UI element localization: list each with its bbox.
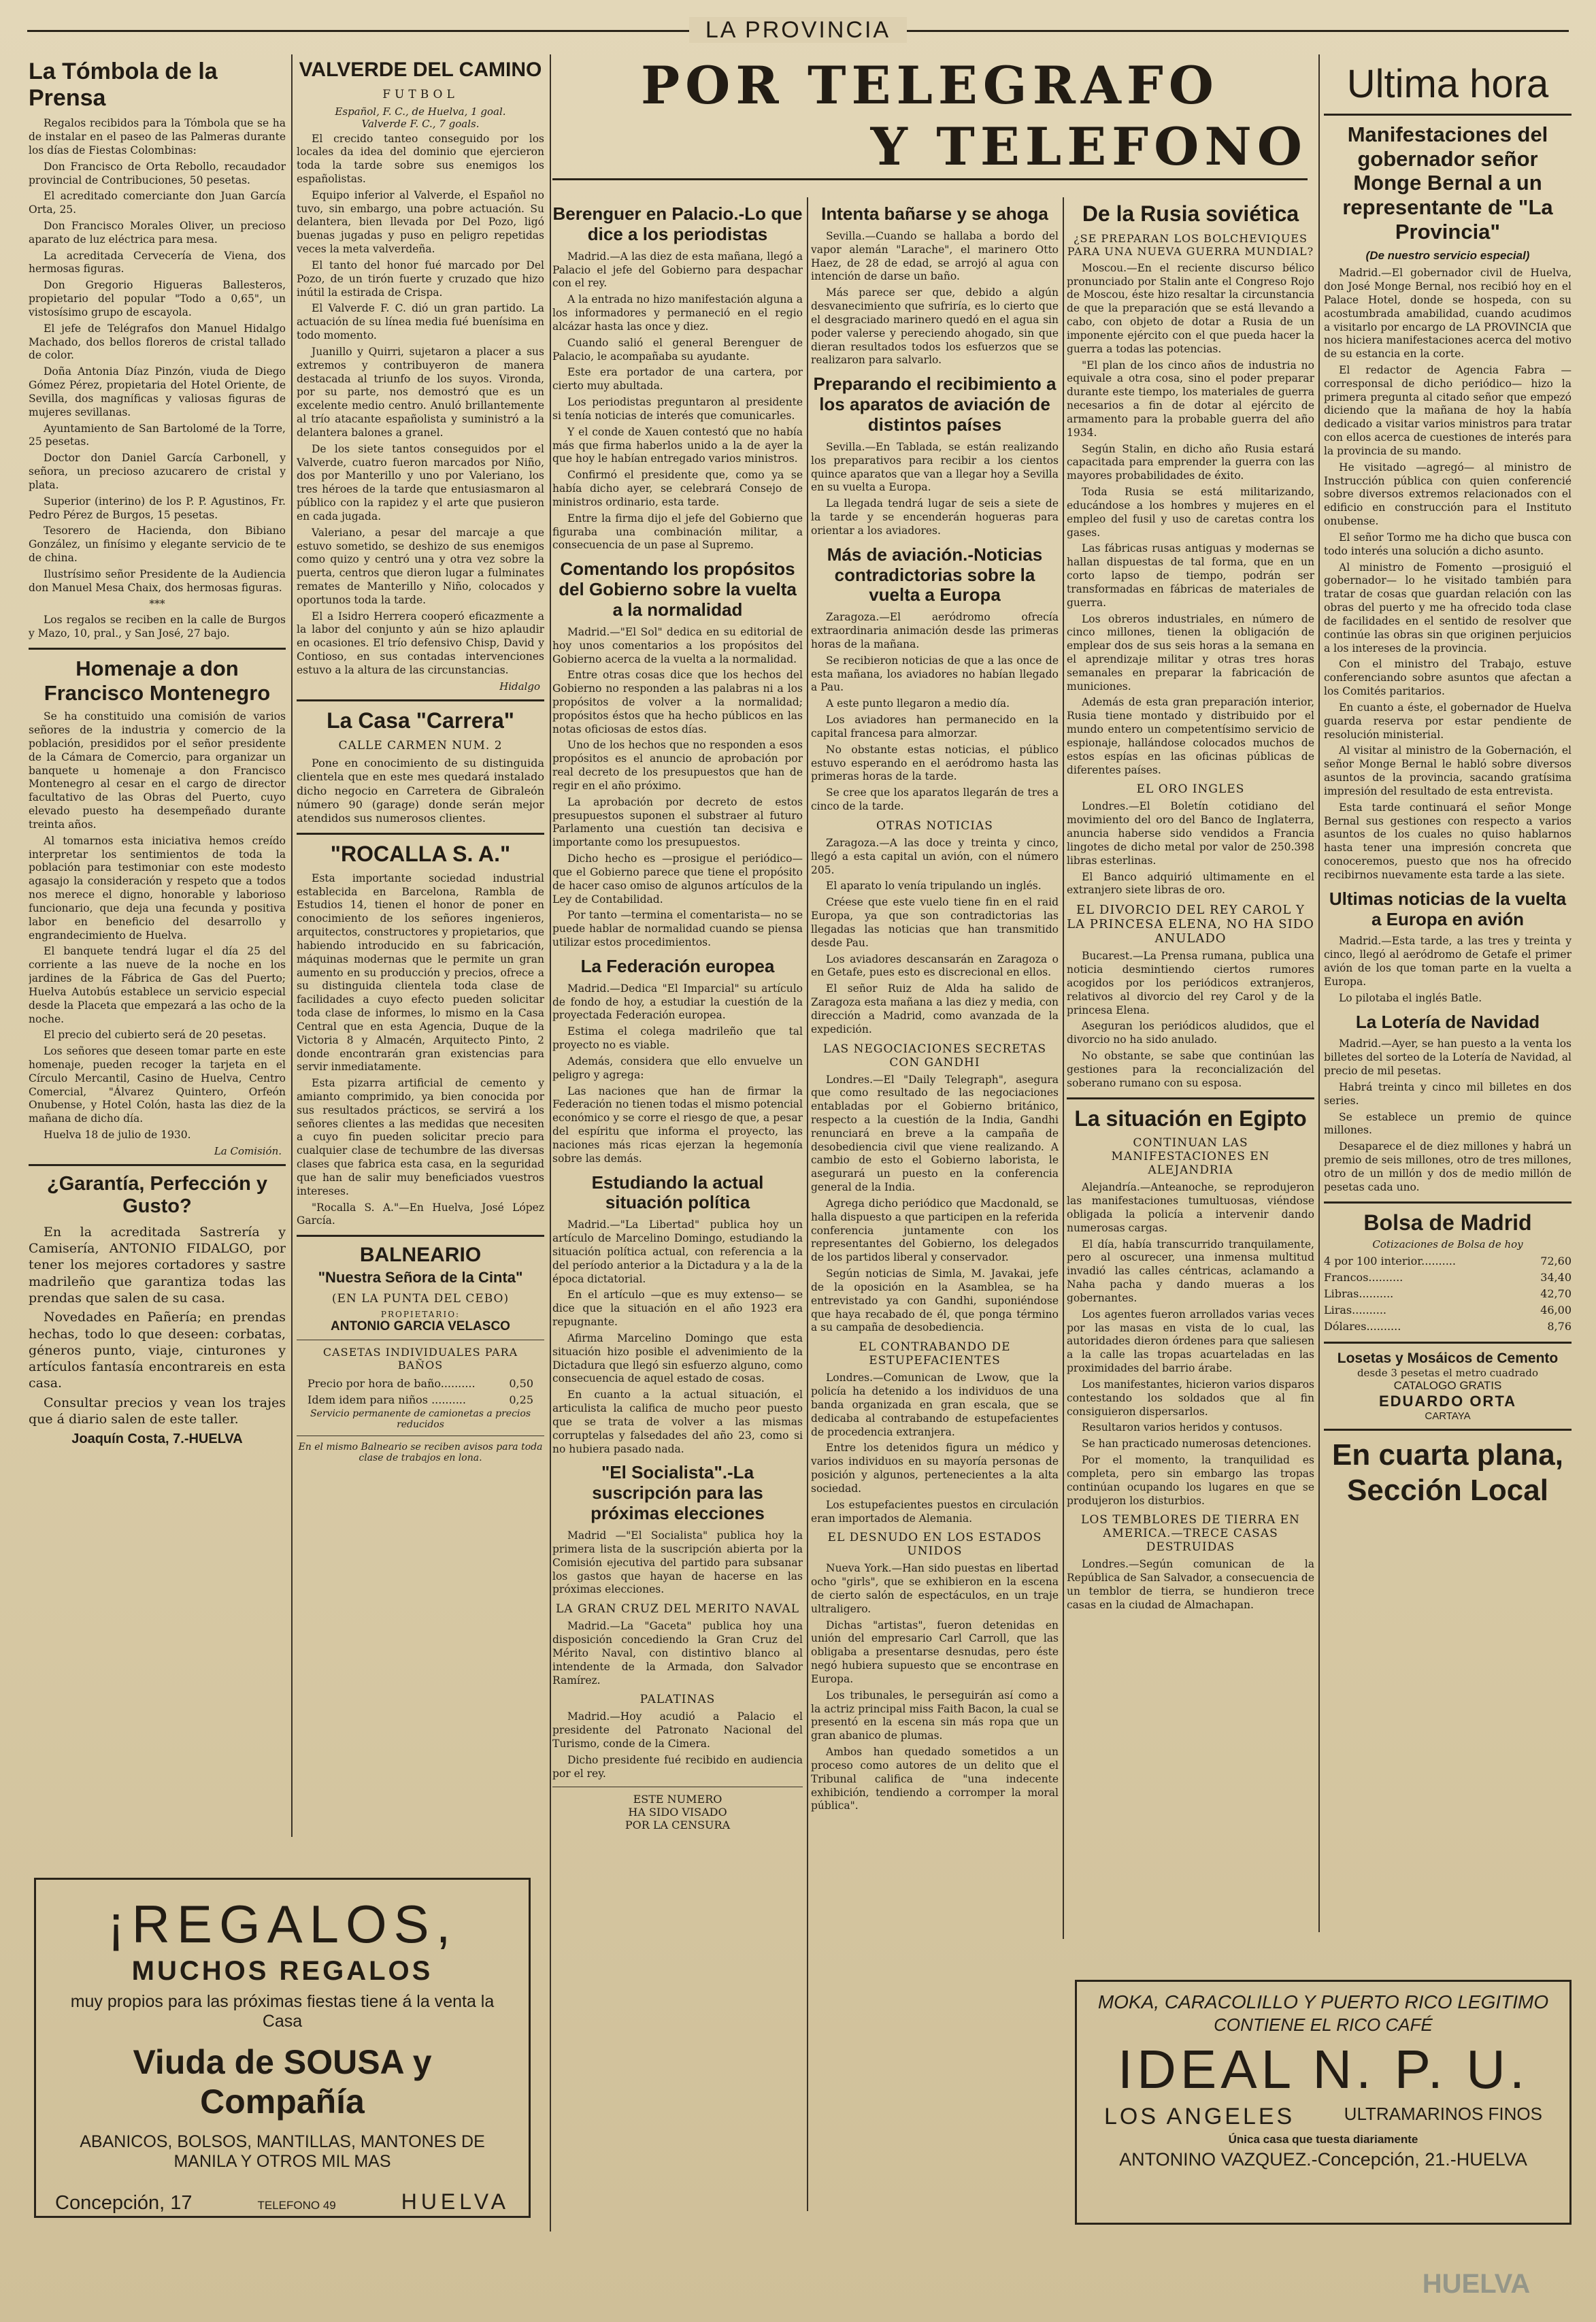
para: Alejandría.—Anteanoche, se reprodujeron las manifestaciones tumultuosas, viéndose obligada la policía a intervenir dando numerosas cargas.: [1067, 1181, 1314, 1234]
losetas-line-4: CARTAYA: [1425, 1410, 1471, 1422]
gran-cruz-title: LA GRAN CRUZ DEL MERITO NAVAL: [556, 1602, 799, 1616]
bolsa-label: Libras..........: [1324, 1287, 1394, 1300]
valverde-subtitle: FUTBOL: [382, 87, 459, 101]
para: Se establece un premio de quince millones.: [1324, 1110, 1572, 1137]
para: Además de esta gran preparación interior, Rusia tiene montado y distribuido por el mundo entero un competentísimo servicio de espionaje, hallándose colocados muchos de estos espías en las oficinas públicas de diferentes países.: [1067, 696, 1314, 776]
bolsa-row: [1324, 1318, 1572, 1335]
para: Los periodistas preguntaron al presidente si tenía noticias de interés que comunicarles.: [552, 396, 803, 422]
bolsa-label: Francos..........: [1324, 1270, 1403, 1284]
para: Los manifestantes, hicieron varios disparos contestando los soldados que al fin consiguieron dispersarlos.: [1067, 1378, 1314, 1418]
bolsa-value: 72,60: [1540, 1254, 1572, 1267]
para: El a Isidro Herrera cooperó eficazmente a la labor del conjunto y aún se hizo aplaudir en ocasiones. El trío defensivo Chisp, David y Contioso, en sus contadas intervenciones estuvo a la altura de las circunstancias.: [297, 610, 544, 676]
censura-line-3: POR LA CENSURA: [625, 1818, 731, 1831]
price-row: [297, 1376, 544, 1392]
ideal-line-5: ANTONINO VAZQUEZ.-Concepción, 21.-HUELVA: [1119, 2149, 1527, 2170]
carrera-title: La Casa "Carrera": [327, 708, 514, 733]
para: En cuanto a la actual situación, el articulista la califica de mucho peor puesto que se trata de volver a las mismas corruptelas y falsedades del año 23, como si no hubiera pasado nada.: [552, 1389, 803, 1455]
balneario-note-1: Servicio permanente de camionetas a precios reducidos: [310, 1408, 531, 1430]
para: Cuando salió el general Berenguer de Palacio, le acompañaba su ayudante.: [552, 336, 803, 363]
para: Madrid.—"La Libertad" publica hoy un artículo de Marcelino Domingo, estudiando la situación política actual, con referencia a la del período anterior a la Dictadura y a la de la época dictatorial.: [552, 1218, 803, 1285]
para: El Banco adquirió ultimamente en el extranjero siete libras de oro.: [1067, 870, 1314, 897]
divider: [1067, 1097, 1314, 1099]
para: Zaragoza.—El aeródromo ofrecía extraordinaria animación desde las primeras horas de la mañana.: [811, 611, 1059, 650]
para: Londres.—Comunican de Lwow, que la policía ha detenido a los individuos de una banda organizada en gran escala, que se dedicaba al contrabando de estupefacientes de procedencia extranjera.: [811, 1372, 1059, 1438]
losetas-line-3: EDUARDO ORTA: [1378, 1392, 1517, 1410]
signature: Hidalgo: [499, 680, 540, 693]
para: Las fábricas rusas antiguas y modernas se hallan dispuestas de tal forma, que en un corto lapso de tiempo, podrán ser transformadas en fábricas de materiales de guerra.: [1067, 542, 1314, 609]
balneario-owner-label: PROPIETARIO:: [380, 1309, 461, 1319]
headline-line-1: POR TELEGRAFO: [640, 55, 1219, 116]
divider: [29, 1164, 286, 1166]
berenguer-title: Berenguer en Palacio.-Lo que dice a los periodistas: [552, 203, 803, 244]
losetas-line-1: desde 3 pesetas el metro cuadrado: [1357, 1366, 1539, 1379]
regalos-address: Concepción, 17: [55, 2192, 193, 2214]
para: Créese que este vuelo tiene fin en el raid Europa, ya que son contradictorias las llegadas las noticias que han transmitido desde Pau.: [811, 896, 1059, 949]
para: Madrid.—Esta tarde, a las tres y treinta y cinco, llegó al aeródromo de Getafe el primer avión de los que toman parte en la vuelta a Europa.: [1324, 935, 1572, 988]
separator-stars: ***: [149, 597, 165, 610]
para: Don Francisco de Orta Rebollo, recaudador provincial de Contribuciones, 50 pesetas.: [29, 160, 286, 186]
tombola-title: La Tómbola de la Prensa: [29, 59, 218, 112]
bernal-subtitle: (De nuestro servicio especial): [1365, 249, 1530, 263]
para: Esta tarde continuará el señor Monge Bernal sus gestiones con respecto a varios asuntos de los cuales no quiso hablarnos hasta tener una impresión concreta que conoceremos, puesto que nos ha ofrecido recibirnos nuevamente esta tarde a las siete.: [1324, 801, 1572, 881]
para: Afirma Marcelino Domingo que esta situación hizo posible el advenimiento de la Dictadura que llegó sin esfuerzo alguno, como consecuencia de aquel estado de cosas.: [552, 1331, 803, 1385]
para: Superior (interino) de los P. P. Agustinos, Fr. Pedro Pérez de Burgos, 15 pesetas.: [29, 495, 286, 521]
loteria-title: La Lotería de Navidad: [1355, 1011, 1540, 1032]
para: Dichas "artistas", fueron detenidas en unión del empresario Carl Carroll, que las obligaba a presentarse desnudas, pero éste negó hubiera supuesto que se encontrase en Europa.: [811, 1619, 1059, 1685]
masthead-title: LA PROVINCIA: [689, 17, 907, 43]
rusia-subtitle: ¿SE PREPARAN LOS BOLCHEVIQUES PARA UNA NUEVA GUERRA MUNDIAL?: [1067, 231, 1314, 258]
para: Toda Rusia se está militarizando, educándose a los hombres y mujeres en el empleo del fusil y uso de caretas contra los gases.: [1067, 486, 1314, 539]
para: Los aviadores descansarán en Zaragoza o en Getafe, pues esto es discrecional en ellos.: [811, 952, 1059, 979]
balneario-casetas: CASETAS INDIVIDUALES PARA BAÑOS: [322, 1345, 518, 1372]
para: Sevilla.—Cuando se hallaba a bordo del vapor alemán "Larache", el marinero Otto Haez, de 28 de edad, se arrojó al agua con intención de darse un baño.: [811, 229, 1059, 283]
ideal-los-angeles: LOS ANGELES: [1104, 2104, 1295, 2129]
regalos-city: HUELVA: [401, 2189, 510, 2214]
para: Don Francisco Morales Oliver, un precioso aparato de luz eléctrica para mesa.: [29, 219, 286, 246]
oro-title: EL ORO INGLES: [1136, 782, 1245, 797]
divider: [1324, 1429, 1572, 1431]
balneario-name: "Nuestra Señora de la Cinta": [318, 1268, 523, 1286]
price-label: Idem idem para niños ..........: [307, 1393, 466, 1406]
para: Moscou.—En el reciente discurso bélico pronunciado por Stalin ante el Congreso Rojo de Moscou, éste hizo resaltar la circunstancia de que la preparación que se está llevando a cabo, con objeto de dotar a Rusia de un imponente ejército con el que pueda hacer la guerra a todas las potencias.: [1067, 261, 1314, 355]
para: No obstante estas noticias, el público estuvo esperando en el aeródromo hasta las primeras horas de la tarde.: [811, 743, 1059, 783]
price-label: Precio por hora de baño..........: [307, 1376, 476, 1390]
para: Madrid.—Dedica "El Imparcial" su artículo de fondo de hoy, a estudiar la cuestión de la proyectada Federación europea.: [552, 982, 803, 1022]
para: Se cree que los aparatos llegarán de tres a cinco de la tarde.: [811, 786, 1059, 813]
otras-title: OTRAS NOTICIAS: [876, 818, 993, 833]
valverde-result-2: Valverde F. C., 7 goals.: [361, 117, 480, 130]
para: Se ha constituido una comisión de varios señores de la industria y comercio de la población, presididos por el señor presidente de la Cámara de Comercio, para organizar un banquete u homenaje a don Francisco Montenegro al cesar en el cargo de director facultativo de las Obras del Puerto, cuyo elevado puesto ha desempeñado durante treinta años.: [29, 710, 286, 831]
para: En cuanto a éste, el gobernador de Huelva guarda reserva por estar pendiente de resolución ministerial.: [1324, 701, 1572, 741]
censura-line-1: ESTE NUMERO: [633, 1792, 722, 1806]
ultima-hora-title: Ultima hora: [1346, 62, 1549, 106]
divider: [29, 648, 286, 650]
para: Equipo inferior al Valverde, el Español no tuvo, sin embargo, una pobre actuación. Su delantera, bien llevada por Del Pozo, ligó buenas jugadas y puso en peligro repetidas veces la meta valverdeña.: [297, 188, 544, 256]
bolsa-value: 8,76: [1547, 1319, 1572, 1333]
para: "El plan de los cinco años de industria no equivale a otra cosa, sino el poder preparar durante este tiempo, los materiales de guerra necesarios a fin de dotar al ejército de armamento para la probable guerra del año 1934.: [1067, 359, 1314, 439]
main-headline: [552, 55, 1308, 177]
para: Al tomarnos esta iniciativa hemos creído interpretar los sentimientos de toda la población para testimoniar con este modesto agasajo la consideración y respeto que a todos nos merece el digno, honorable y laborioso funcionario, que deja una fecunda y positiva labor en beneficio del desarrollo y engrandecimiento de Huelva.: [29, 834, 286, 942]
estudiando-title: Estudiando la actual situación política: [591, 1172, 764, 1213]
para: Los tribunales, le perseguirán así como a la actriz principal miss Faith Bacon, la cual se presentó en la escena sin más ropa que un gran abanico de plumas.: [811, 1689, 1059, 1742]
para: Además, considera que ello envuelve un peligro y agrega:: [552, 1055, 803, 1081]
para: Los obreros industriales, en número de cinco millones, tienen la obligación de emplear dos de sus seis horas a la semana en el aprendizaje militar y otras tres horas semanales en preparar la fabricación de municiones.: [1067, 612, 1314, 693]
column-2: [297, 54, 544, 1837]
bolsa-row: [1324, 1253, 1572, 1270]
bolsa-label: Dólares..........: [1324, 1319, 1401, 1333]
divider: [1324, 114, 1572, 116]
temblores-title: LOS TEMBLORES DE TIERRA EN AMERICA.—TRECE CASAS DESTRUIDAS: [1081, 1513, 1300, 1555]
ideal-ad: [1075, 1980, 1572, 2225]
para: El día, había transcurrido tranquilamente, pero al oscurecer, una inmensa multitud invadió las calles céntricas, aclamando a Naha pacha y dando mueras a los gobernantes.: [1067, 1238, 1314, 1304]
ideal-line-4: Única casa que tuesta diariamente: [1228, 2133, 1418, 2146]
column-rule: [1318, 54, 1320, 1932]
para: Londres.—El Boletín cotidiano del movimiento del oro del Banco de Inglaterra, anuncia haberse sido vendidos a Francia lingotes de dicho metal por valor de 250.398 libras esterlinas.: [1067, 800, 1314, 867]
para: Ilustrísimo señor Presidente de la Audiencia don Manuel Mesa Chaix, dos hermosas figuras.: [29, 567, 286, 594]
para: Tesorero de Hacienda, don Bibiano González, un finísimo y elegante servicio de te de china.: [29, 525, 286, 565]
bolsa-subtitle: Cotizaciones de Bolsa de hoy: [1372, 1238, 1523, 1250]
para: Consultar precios y vean los trajes que á diario salen de este taller.: [29, 1395, 286, 1427]
homenaje-title: Homenaje a don Francisco Montenegro: [44, 657, 271, 705]
para: Entre los detenidos figura un médico y varios individuos en su mayoría personas de posición y algunos, pertenecientes a la alta sociedad.: [811, 1442, 1059, 1495]
para: La llegada tendrá lugar de seis a siete de la tarde y se encenderán hogueras para orientar a los aviadores.: [811, 497, 1059, 537]
para: Los regalos se reciben en la calle de Burgos y Mazo, 10, pral., y San José, 27 bajo.: [29, 614, 286, 640]
para: El jefe de Telégrafos don Manuel Hidalgo Machado, dos bellos floreros de cristal tallado de color.: [29, 322, 286, 362]
para: Lo pilotaba el inglés Batle.: [1339, 991, 1482, 1004]
para: El banquete tendrá lugar el día 25 del corriente a las nueve de la noche en los jardines de la Fábrica de Gas del Puerto; Huelva Autobús establece un servicio especial desde la Placeta que empezará a las ocho de la noche.: [29, 945, 286, 1025]
para: Huelva 18 de julio de 1930.: [44, 1129, 191, 1142]
para: Por el momento, la tranquilidad es completa, pero sin embargo las tropas continúan ocupando los lugares en que se produjeron los disturbios.: [1067, 1454, 1314, 1507]
bolsa-row: [1324, 1302, 1572, 1318]
para: Esta pizarra artificial de cemento y amianto comprimido, ya bien conocida por sus resultados prácticos, se servirá a los señores clientes a las medidas que necesiten a cuyo fin pueden solicitar precio para cualquier clase de techumbre de las diversas clases que fabrica esta casa, en la seguridad que han de salir muy beneficiados vuestros intereses.: [297, 1077, 544, 1197]
para: Confirmó el presidente que, como ya se había dicho ayer, se celebrará Consejo de ministros ordinario, esta tarde.: [552, 469, 803, 508]
ideal-ultramarinos: ULTRAMARINOS FINOS: [1344, 2104, 1542, 2124]
para: He visitado —agregó— al ministro de Instrucción pública con quien conferencié sobre diversos extremos relacionados con el edificio en construcción para el Instituto onubense.: [1324, 461, 1572, 528]
para: Los señores que deseen tomar parte en este homenaje, pueden recoger la tarjeta en el Círculo Mercantil, Casino de Huelva, Centro Comercial, "Álvarez Quintero, Orfeón Onubense, y Hotel Colón, hasta las diez de la mañana de dicho día.: [29, 1045, 286, 1125]
para: El tanto del honor fué marcado por Del Pozo, de un tirón fuerte y cruzado que hizo inútil la estirada de Crispa.: [297, 259, 544, 299]
para: Bucarest.—La Prensa rumana, publica una noticia desmintiendo ciertos rumores acogidos por los periódicos extranjeros, relativos al divorcio del rey Carol y de la princesa Elena.: [1067, 950, 1314, 1016]
para: No obstante, se sabe que continúan las gestiones para la reconcialización del soberano rumano con su esposa.: [1067, 1050, 1314, 1089]
bolsa-row: [1324, 1270, 1572, 1286]
column-5: [1067, 197, 1314, 1966]
valverde-title: VALVERDE DEL CAMINO: [299, 59, 542, 81]
price-value: 0,50: [509, 1376, 533, 1390]
para: Londres.—Según comunican de la República de San Salvador, a consecuencia de un temblor de tierra, se hundieron trece casas en la ciudad de Almachapan.: [1067, 1558, 1314, 1611]
regalos-line: muy propios para las próximas fiestas tiene á la venta la Casa: [70, 1992, 495, 2031]
socialista-title: "El Socialista".-La suscripción para las próximas elecciones: [591, 1462, 765, 1524]
para: Y el conde de Xauen contestó que no había más que firma haberlos unido a la de ayer la que hoy le habían entregado varios ministros.: [552, 425, 803, 465]
ideal-row: [1086, 2104, 1560, 2130]
para: El señor Ruiz de Alda ha salido de Zaragoza esta mañana a las diez y media, con dirección a Madrid, como avanzada de la expedición.: [811, 982, 1059, 1035]
bolsa-value: 42,70: [1540, 1287, 1572, 1300]
headline-rule: [552, 178, 1308, 180]
regalos-phone: TELEFONO 49: [257, 2199, 336, 2212]
para: Nueva York.—Han sido puestas en libertad ocho "girls", que se exhibieron en la escena de cierto salón de espectáculos, en un traje ultraligero.: [811, 1562, 1059, 1615]
bernal-title: Manifestaciones del gobernador señor Monge Bernal a un representante de "La Provincia": [1342, 122, 1553, 244]
regalos-footer: [48, 2189, 516, 2215]
para: Madrid.—Hoy acudió a Palacio el presidente del Patronato Nacional del Turismo, conde de la Cimera.: [552, 1710, 803, 1751]
ideal-name: IDEAL N. P. U.: [1117, 2039, 1529, 2100]
balneario-title: BALNEARIO: [359, 1244, 482, 1267]
column-rule: [291, 54, 293, 1837]
price-value: 0,25: [509, 1393, 533, 1406]
para: Agrega dicho periódico que Macdonald, se halla dispuesto a que participen en la referida conferencia juntamente con los representantes del Gobierno, los delegados de los partidos liberal y conservador.: [811, 1197, 1059, 1264]
para: Juanillo y Quirri, sujetaron a placer a sus extremos y contribuyeron de manera destacada al triunfo de los suyos. Vironda, por su parte, nos demostró que es un excelente medio centro. Anuló brillantemente al trío atacante españolista y suministró a la delantera balones a granel.: [297, 345, 544, 439]
balneario-note-2: En el mismo Balneario se reciben avisos para toda clase de trabajos en lona.: [298, 1441, 543, 1463]
tombola-body: [29, 117, 286, 641]
para: Zaragoza.—A las doce y treinta y cinco, llegó a esta capital un avión, con el número 205.: [811, 836, 1059, 876]
para: Dicho hecho es —prosigue el periódico— que el Gobierno parece que tiene el propósito de hacer caso omiso de algunos artículos de la Ley de Contabilidad.: [552, 852, 803, 906]
para: Con el ministro del Trabajo, estuve conferenciando sobre asuntos que afectan a los Comités paritarios.: [1324, 658, 1572, 698]
para: Más parece ser que, debido a algún desvanecimiento que sufriría, es lo cierto que el desgraciado marinero quedó en el agua sin poder valerse y pereciendo ahogado, sin que dieran resultados todos los esfuerzos que se realizaron para salvarlo.: [811, 286, 1059, 367]
divider: [1324, 1342, 1572, 1344]
para: Al visitar al ministro de la Gobernación, el señor Monge Bernal le habló sobre diversos asuntos de la provincia, sacando gratísima impresión del resultado de esta entrevista.: [1324, 744, 1572, 797]
para: En el artículo —que es muy extenso— se dice que la situación en el año 1923 era repugnante.: [552, 1289, 803, 1329]
para: Los estupefacientes puestos en circulación eran importados de Alemania.: [811, 1498, 1059, 1525]
para: Desaparece el de diez millones y habrá un premio de seis millones, otro de tres millones, otro de un millón y dos de medio millón de pesetas cada uno.: [1324, 1140, 1572, 1193]
para: A este punto llegaron a medio día.: [826, 697, 1010, 710]
para: Estima el colega madrileño que tal proyecto no es viable.: [552, 1025, 803, 1052]
column-3: [552, 197, 803, 2225]
para: De los siete tantos conseguidos por el Valverde, cuatro fueron marcados por Niño, dos por Manterillo y uno por Valeriano, los tres héroes de la tarde que entusiasmaron al público con la rapidez y el arte que pusieron en cada jugada.: [297, 442, 544, 523]
column-rule: [1063, 197, 1064, 1939]
para: Los aviadores han permanecido en la capital francesa para almorzar.: [811, 714, 1059, 740]
bolsa-label: 4 por 100 interior..........: [1324, 1254, 1456, 1267]
para: El señor Tormo me ha dicho que busca con todo interés una solución a dicho asunto.: [1324, 531, 1572, 557]
rusia-title: De la Rusia soviética: [1082, 201, 1299, 226]
regalos-subtitle: MUCHOS REGALOS: [131, 1956, 433, 1986]
palatinas-title: PALATINAS: [639, 1693, 716, 1707]
secretas-title: LAS NEGOCIACIONES SECRETAS CON GANDHI: [822, 1042, 1046, 1069]
para: Valeriano, a pesar del marcaje a que estuvo sometido, se deshizo de sus enemigos como quizo y centró una y otra vez sobre la puerta, centros que dieron lugar a fulminates remates de Manterillo y Niño, colocados y oportunos toda la tarde.: [297, 526, 544, 606]
para: Dicho presidente fué recibido en audiencia por el rey.: [552, 1753, 803, 1780]
divider: [1324, 1201, 1572, 1204]
signature: La Comisión.: [214, 1144, 282, 1157]
column-1: [29, 54, 286, 2007]
column-4: [811, 197, 1059, 2225]
para: Entre otras cosas dice que los hechos del Gobierno no responden a las palabras ni a los propósitos de volver a la normalidad; propósitos éstos que ha hecho públicos en las notas oficiosas de estos días.: [552, 669, 803, 735]
para: Sevilla.—En Tablada, se están realizando los preparativos para recibir a los cientos quince aparatos que van a llegar hoy a Sevilla en su vuelta a Europa.: [811, 440, 1059, 494]
para: Las naciones que han de firmar la Federación no tienen todas el mismo potencial económico y se corre el riesgo de que, a pesar del espíritu que informa el proyecto, las naciones más ricas ejerzan la hegemonía sobre las demás.: [552, 1084, 803, 1165]
para: Madrid.—Ayer, se han puesto a la venta los billetes del sorteo de la Lotería de Navidad, al precio de mil pesetas.: [1324, 1038, 1572, 1078]
para: Londres.—El "Daily Telegraph", asegura que como resultado de las negociaciones entabladas por el Gobierno británico, respecto a la cuestión de la India, Gandhi renunciará en breve a la campaña de desobediencia civil que viene realizando. A cambio de esto el Gobierno laborista, le asegurará un puesto en la conferencia general de la India.: [811, 1073, 1059, 1194]
para: El acreditado comerciante don Juan García Orta, 25.: [29, 190, 286, 216]
para: Este era portador de una cartera, por cierto muy abultada.: [552, 366, 803, 393]
para: Por tanto —termina el comentarista— no se puede hablar de normalidad cuando se piensa utilizar estos procedimientos.: [552, 909, 803, 949]
para: Según noticias de Simla, M. Javakai, jefe de la oposición en la Asamblea, se ha entrevistado ya con Gandhi, suponiéndose que haya recabado de él, que ponga término a su campaña de desobediencia.: [811, 1267, 1059, 1334]
para: Al ministro de Fomento —prosiguió el gobernador— lo he visitado también para tratar de cosas que guardan relación con las obras del puerto y me ha ofrecido toda clase de facilidades en el sentido de resolver que continúe las obras sin que originen perjuicios a los intereses de la provincia.: [1324, 561, 1572, 654]
price-row: [297, 1392, 544, 1408]
vuelta-title: Ultimas noticias de la vuelta a Europa en avión: [1329, 888, 1567, 929]
column-rule: [550, 54, 551, 2232]
para: Doña Antonia Díaz Pinzón, viuda de Diego Gómez Pérez, propietaria del Hotel Oriente, de Sevilla, dos magníficas y valiosas figuras de mujeres sevillanas.: [29, 365, 286, 418]
garantia-address: Joaquín Costa, 7.-HUELVA: [71, 1431, 243, 1447]
balneario-location: (EN LA PUNTA DEL CEBO): [331, 1291, 510, 1306]
aviacion-title: Más de aviación.-Noticias contradictorias sobre la vuelta a Europa: [827, 544, 1043, 606]
para: "Rocalla S. A."—En Huelva, José López García.: [297, 1201, 544, 1227]
para: Resultaron varios heridos y contusos.: [1082, 1421, 1283, 1434]
para: Novedades en Pañería; en prendas hechas, todo lo que deseen: corbatas, géneros punto, viaje, cinturones y artículos fantasía encontrareis en esta casa.: [29, 1310, 286, 1391]
para: Según Stalin, en dicho año Rusia estará capacitada para emprender la guerra con las mayores probabilidades de éxito.: [1067, 442, 1314, 482]
losetas-line-2: CATALOGO GRATIS: [1393, 1378, 1502, 1392]
federacion-title: La Federación europea: [580, 955, 775, 976]
para: El Valverde F. C. dió un gran partido. La actuación de su línea media fué buenísima en todo momento.: [297, 302, 544, 342]
regalos-shop: Viuda de SOUSA y Compañía: [133, 2043, 432, 2121]
para: Madrid.—"El Sol" dedica en su editorial de hoy unos comentarios a los propósitos del Gobierno acerca de la vuelta a la normalidad.: [552, 625, 803, 665]
cuarta-plana: En cuarta plana, Sección Local: [1332, 1438, 1563, 1508]
para: La aprobación por decreto de estos presupuestos suponen el substraer al futuro Parlamento una cuestión tan decisiva e importante como los presupuestos.: [552, 795, 803, 849]
para: Madrid.—A las diez de esta mañana, llegó a Palacio el jefe del Gobierno para despachar con el rey.: [552, 250, 803, 290]
regalos-ad: [34, 1878, 531, 2218]
para: Se recibieron noticias de que a las once de esta mañana, los aviadores no habían llegado a Pau.: [811, 654, 1059, 694]
para: El aparato lo venía tripulando un inglés.: [826, 880, 1042, 893]
headline-line-2: Y TELEFONO: [870, 116, 1308, 177]
rocalla-title: "ROCALLA S. A.": [330, 841, 511, 866]
para: Madrid —"El Socialista" publica hoy la primera lista de la suscripción abierta por la Comisión ejecutiva del partido para subsanar los gastos que hayan de hacerse en las próximas elecciones.: [552, 1529, 803, 1596]
para: Se han practicado numerosas detenciones.: [1082, 1438, 1312, 1450]
para: Ambos han quedado sometidos a un proceso como autores de un delito que el Tribunal califica de "una indecente exhibición, tendiendo a corromper la moral pública".: [811, 1746, 1059, 1812]
para: Los agentes fueron arrollados varias veces por las masas en vista de lo cual, las autoridades dieron órdenes para que saliesen a la calle las tropas acuarteladas en las proximidades del barrio árabe.: [1067, 1308, 1314, 1375]
banarse-title: Intenta bañarse y se ahoga: [821, 203, 1048, 224]
bolsa-value: 34,40: [1540, 1270, 1572, 1284]
comentando-title: Comentando los propósitos del Gobierno sobre la vuelta a la normalidad: [559, 559, 797, 620]
ideal-line-1: MOKA, CARACOLILLO Y PUERTO RICO LEGITIMO: [1097, 1991, 1549, 2012]
valverde-result-1: Español, F. C., de Huelva, 1 goal.: [335, 105, 506, 118]
para: A la entrada no hizo manifestación alguna a los informadores y permaneció en el regio alcázar hasta las once y diez.: [552, 293, 803, 333]
library-stamp: HUELVA: [1422, 2269, 1531, 2299]
egipto-title: La situación en Egipto: [1074, 1106, 1307, 1131]
para: Uno de los hechos que no responden a esos propósitos es el anuncio de aprobación por real decreto de los presupuestos que han de regir en el año próximo.: [552, 739, 803, 792]
column-6: [1324, 54, 1572, 1932]
bolsa-row: [1324, 1286, 1572, 1302]
bolsa-title: Bolsa de Madrid: [1363, 1210, 1532, 1235]
para: Madrid.—La "Gaceta" publica hoy una disposición concediendo la Gran Cruz del Mérito Naval, con distintivo blanco al intendente de la Armada, don Salvador Ramírez.: [552, 1620, 803, 1687]
divider: [297, 833, 544, 835]
divider: [297, 699, 544, 701]
divorcio-title: EL DIVORCIO DEL REY CAROL Y LA PRINCESA ELENA, NO HA SIDO ANULADO: [1067, 903, 1314, 946]
para: Don Gregorio Higueras Ballesteros, propietario del popular "Todo a 0,65", un vistosísimo grupo de escayola.: [29, 279, 286, 318]
para: Entre la firma dijo el jefe del Gobierno que figuraba una combinación militar, a consecuencia de un pase al Supremo.: [552, 512, 803, 552]
para: En la acreditada Sastrería y Camisería, ANTONIO FIDALGO, por tener los mejores cortadores y sastre madrileño que garantiza todas las prendas que salen de su casa.: [29, 1224, 286, 1306]
bolsa-label: Liras..........: [1324, 1303, 1386, 1316]
para: El precio del cubierto será de 20 pesetas.: [44, 1029, 267, 1042]
desnudo-title: EL DESNUDO EN LOS ESTADOS UNIDOS: [827, 1531, 1042, 1559]
regalos-items: ABANICOS, BOLSOS, MANTILLAS, MANTONES DE MANILA Y OTROS MIL MAS: [80, 2132, 485, 2171]
para: Esta importante sociedad industrial establecida en Barcelona, Rambla de Estudios 14, tienen el honor de poner en conocimiento de los señores ingenieros, arquitectos, constructores y propietarios, que habiendo introducido en su fabricación, máquinas modernas que le permite un gran aumento en su producción y precios, ofrece a su distinguida clientela toda clase de facilidades a cuyo efecto pueden solicitar toda clase de informes, lo mismo en la Casa Central que en esta Agencia, Duque de la Victoria 8 y Almacén, Arquitecto Pinto, 2 donde encontrarán gran existencias para servir inmediatamente.: [297, 872, 544, 1074]
para: Habrá treinta y cinco mil billetes en dos series.: [1324, 1080, 1572, 1107]
para: Regalos recibidos para la Tómbola que se ha de instalar en el paseo de las Palmeras durante los días de Fiestas Colombinas:: [29, 117, 286, 156]
para: La acreditada Cervecería de Viena, dos hermosas figuras.: [29, 249, 286, 276]
preparando-title: Preparando el recibimiento a los aparatos de aviación de distintos países: [813, 374, 1057, 435]
regalos-title: ¡REGALOS,: [107, 1894, 458, 1954]
contrabando-title: EL CONTRABANDO DE ESTUPEFACIENTES: [859, 1340, 1011, 1368]
para: Pone en conocimiento de su distinguida clientela que en este mes quedará instalado dicho negocio en Carretera de Gibraleón número 90 (garage) donde serán mejor atendidos sus numerosos clientes.: [297, 756, 544, 825]
divider: [297, 1235, 544, 1237]
egipto-subtitle: CONTINUAN LAS MANIFESTACIONES EN ALEJANDRIA: [1111, 1136, 1270, 1178]
para: El crecido tanteo conseguido por los locales da idea del dominio que ejercieron toda la tarde sobre sus enemigos los españolistas.: [297, 132, 544, 185]
balneario-owner: ANTONIO GARCIA VELASCO: [331, 1318, 510, 1333]
censura-line-2: HA SIDO VISADO: [628, 1805, 727, 1819]
column-rule: [807, 197, 808, 2211]
para: El redactor de Agencia Fabra —corresponsal de dicho periódico— hizo la primera pregunta al citado señor que empezó diciendo que la mañana de hoy la había dedicado a visitar varios ministros para tratar con ellos acerca de cuestiones de interés para la provincia de su mando.: [1324, 364, 1572, 457]
ideal-line-2: CONTIENE EL RICO CAFÉ: [1214, 2014, 1433, 2035]
carrera-address: CALLE CARMEN NUM. 2: [338, 738, 503, 752]
para: Doctor don Daniel García Carbonell, y señora, un precioso azucarero de cristal y plata.: [29, 452, 286, 491]
para: Aseguran los periódicos aludidos, que el divorcio no ha sido anulado.: [1067, 1020, 1314, 1046]
garantia-title: ¿Garantía, Perfección y Gusto?: [47, 1172, 267, 1218]
para: Madrid.—El gobernador civil de Huelva, don José Monge Bernal, nos recibió hoy en el Palace Hotel, donde se hospeda, con su acostumbrada amabilidad, cuando acudimos a visitarlo por encargo de LA PROVINCIA que nos hiciera manifestaciones acerca del motivo de su estancia en la corte.: [1324, 267, 1572, 361]
losetas-title: Losetas y Mosáicos de Cemento: [1337, 1350, 1559, 1366]
para: Ayuntamiento de San Bartolomé de la Torre, 25 pesetas.: [29, 422, 286, 448]
bolsa-value: 46,00: [1540, 1303, 1572, 1316]
